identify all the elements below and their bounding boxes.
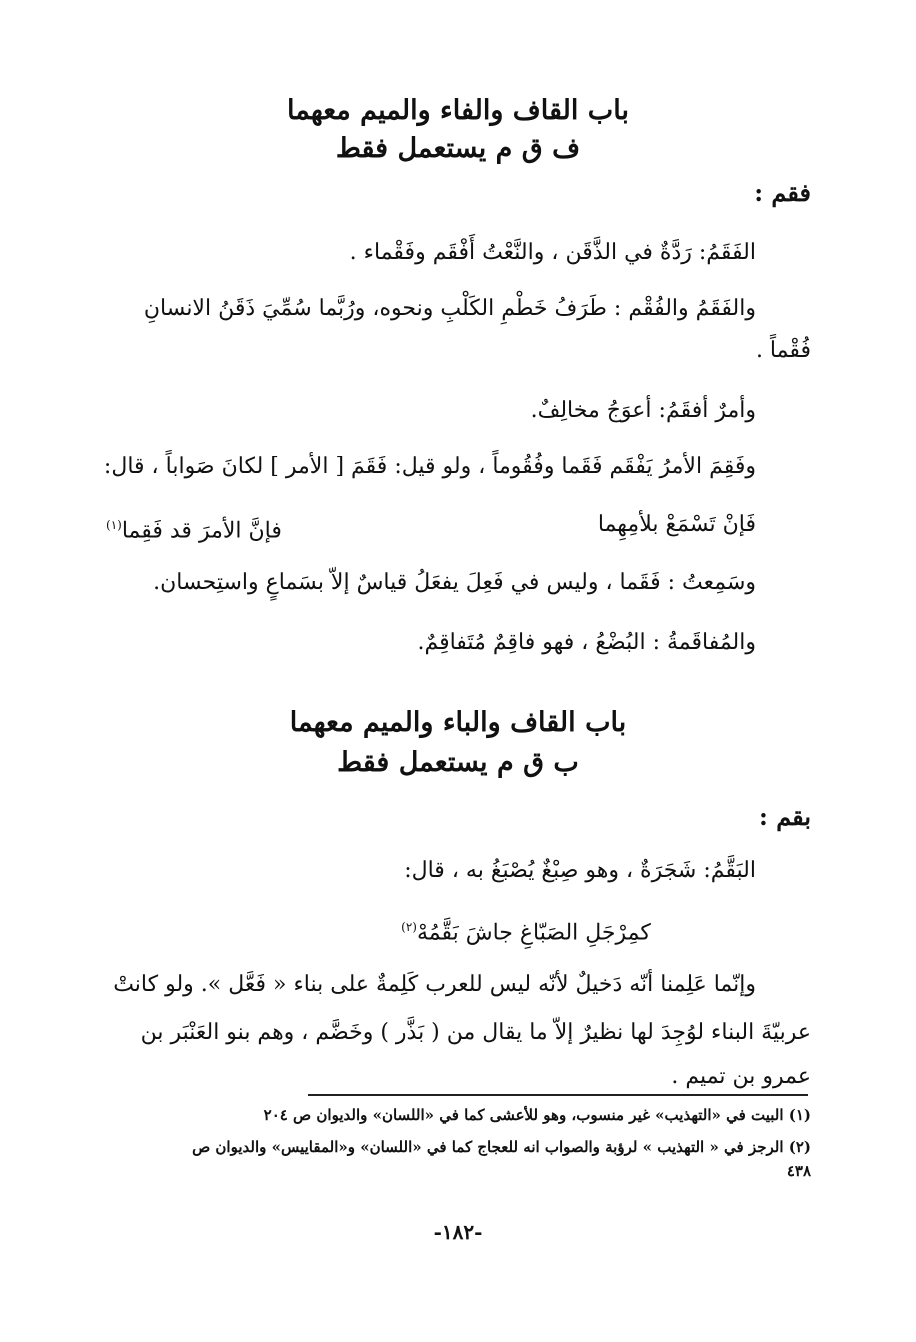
body-line: والفَقَمُ والفُقْم : طَرَفُ خَطْمِ الكَلْبِ ونحوه، ورُبَّما سُمِّيَ ذَقَنُ الانسانِ <box>143 296 756 321</box>
footnote: ٤٣٨ <box>786 1162 811 1180</box>
footnote-ref: (٢) <box>401 920 417 934</box>
body-line: عمرو بن تميم . <box>671 1064 811 1089</box>
body-line: البَقَّمُ: شَجَرَةٌ ، وهو صِبْغٌ يُصْبَغُ به ، قال: <box>404 858 756 883</box>
body-line: فُقْماً . <box>755 338 811 363</box>
verse-text: فإنَّ الأمرَ قد فَقِما <box>121 518 282 544</box>
footnote-divider <box>308 1094 808 1096</box>
body-line: والمُفاقَمةُ : البُضْعُ ، فهو فاقِمٌ مُتَفاقِمٌ. <box>417 630 756 655</box>
section-subtitle: ف ق م يستعمل فقط <box>335 133 581 164</box>
verse-second-hemistich <box>106 508 282 548</box>
body-line: وإنّما عَلِمنا أنّه دَخيلٌ لأنّه ليس للعرب كَلِمةٌ على بناء « فَعَّل ». ولو كانتْ <box>113 972 756 997</box>
body-line: عربيّةَ البناء لوُجِدَ لها نظيرٌ إلاّ ما يقال من ( بَذَّر ) وخَضَّم ، وهم بنو العَنْبَر بن <box>140 1020 811 1045</box>
section-title: باب القاف والباء والميم معهما <box>289 707 627 738</box>
entry-headword: فقم : <box>754 178 811 207</box>
body-line: الفَقَمُ: رَدَّةٌ في الذَّقَن ، والنَّعْتُ أَفْقَم وفَقْماء . <box>349 240 756 265</box>
page-number: -١٨٢- <box>433 1220 483 1244</box>
body-line: وأمرٌ أفقَمُ: أعوَجُ مخالِفٌ. <box>530 398 756 423</box>
body-line: وفَقِمَ الأمرُ يَفْقَم فَقَما وفُقُوماً ، ولو قيل: فَقَمَ [ الأمر ] لكانَ صَواباً ، قال: <box>103 454 756 479</box>
poem-verse <box>106 508 756 548</box>
verse-text: كمِرْجَلِ الصَبّاغِ جاشَ بَقَّمُهْ <box>416 920 651 946</box>
footnote-ref: (١) <box>106 518 122 532</box>
section-title: باب القاف والفاء والميم معهما <box>287 95 629 126</box>
poem-verse <box>276 910 776 950</box>
verse-first-hemistich: فَإنْ تَسْمَعْ بلأمِهِما <box>597 512 756 537</box>
footnote: (٢) الرجز في « التهذيب » لرؤبة والصواب انه للعجاج كما في «اللسان» و«المقاييس» والديوان ص <box>192 1138 811 1156</box>
entry-headword: بقم : <box>758 802 811 831</box>
footnote: (١) البيت في «التهذيب» غير منسوب، وهو للأعشى كما في «اللسان» والديوان ص ٢٠٤ <box>263 1106 811 1124</box>
section-subtitle: ب ق م يستعمل فقط <box>337 747 579 778</box>
body-line: وسَمِعتُ : فَقَما ، وليس في فَعِلَ يفعَلُ قياسٌ إلاّ بسَماعٍ واستِحسان. <box>153 570 756 595</box>
